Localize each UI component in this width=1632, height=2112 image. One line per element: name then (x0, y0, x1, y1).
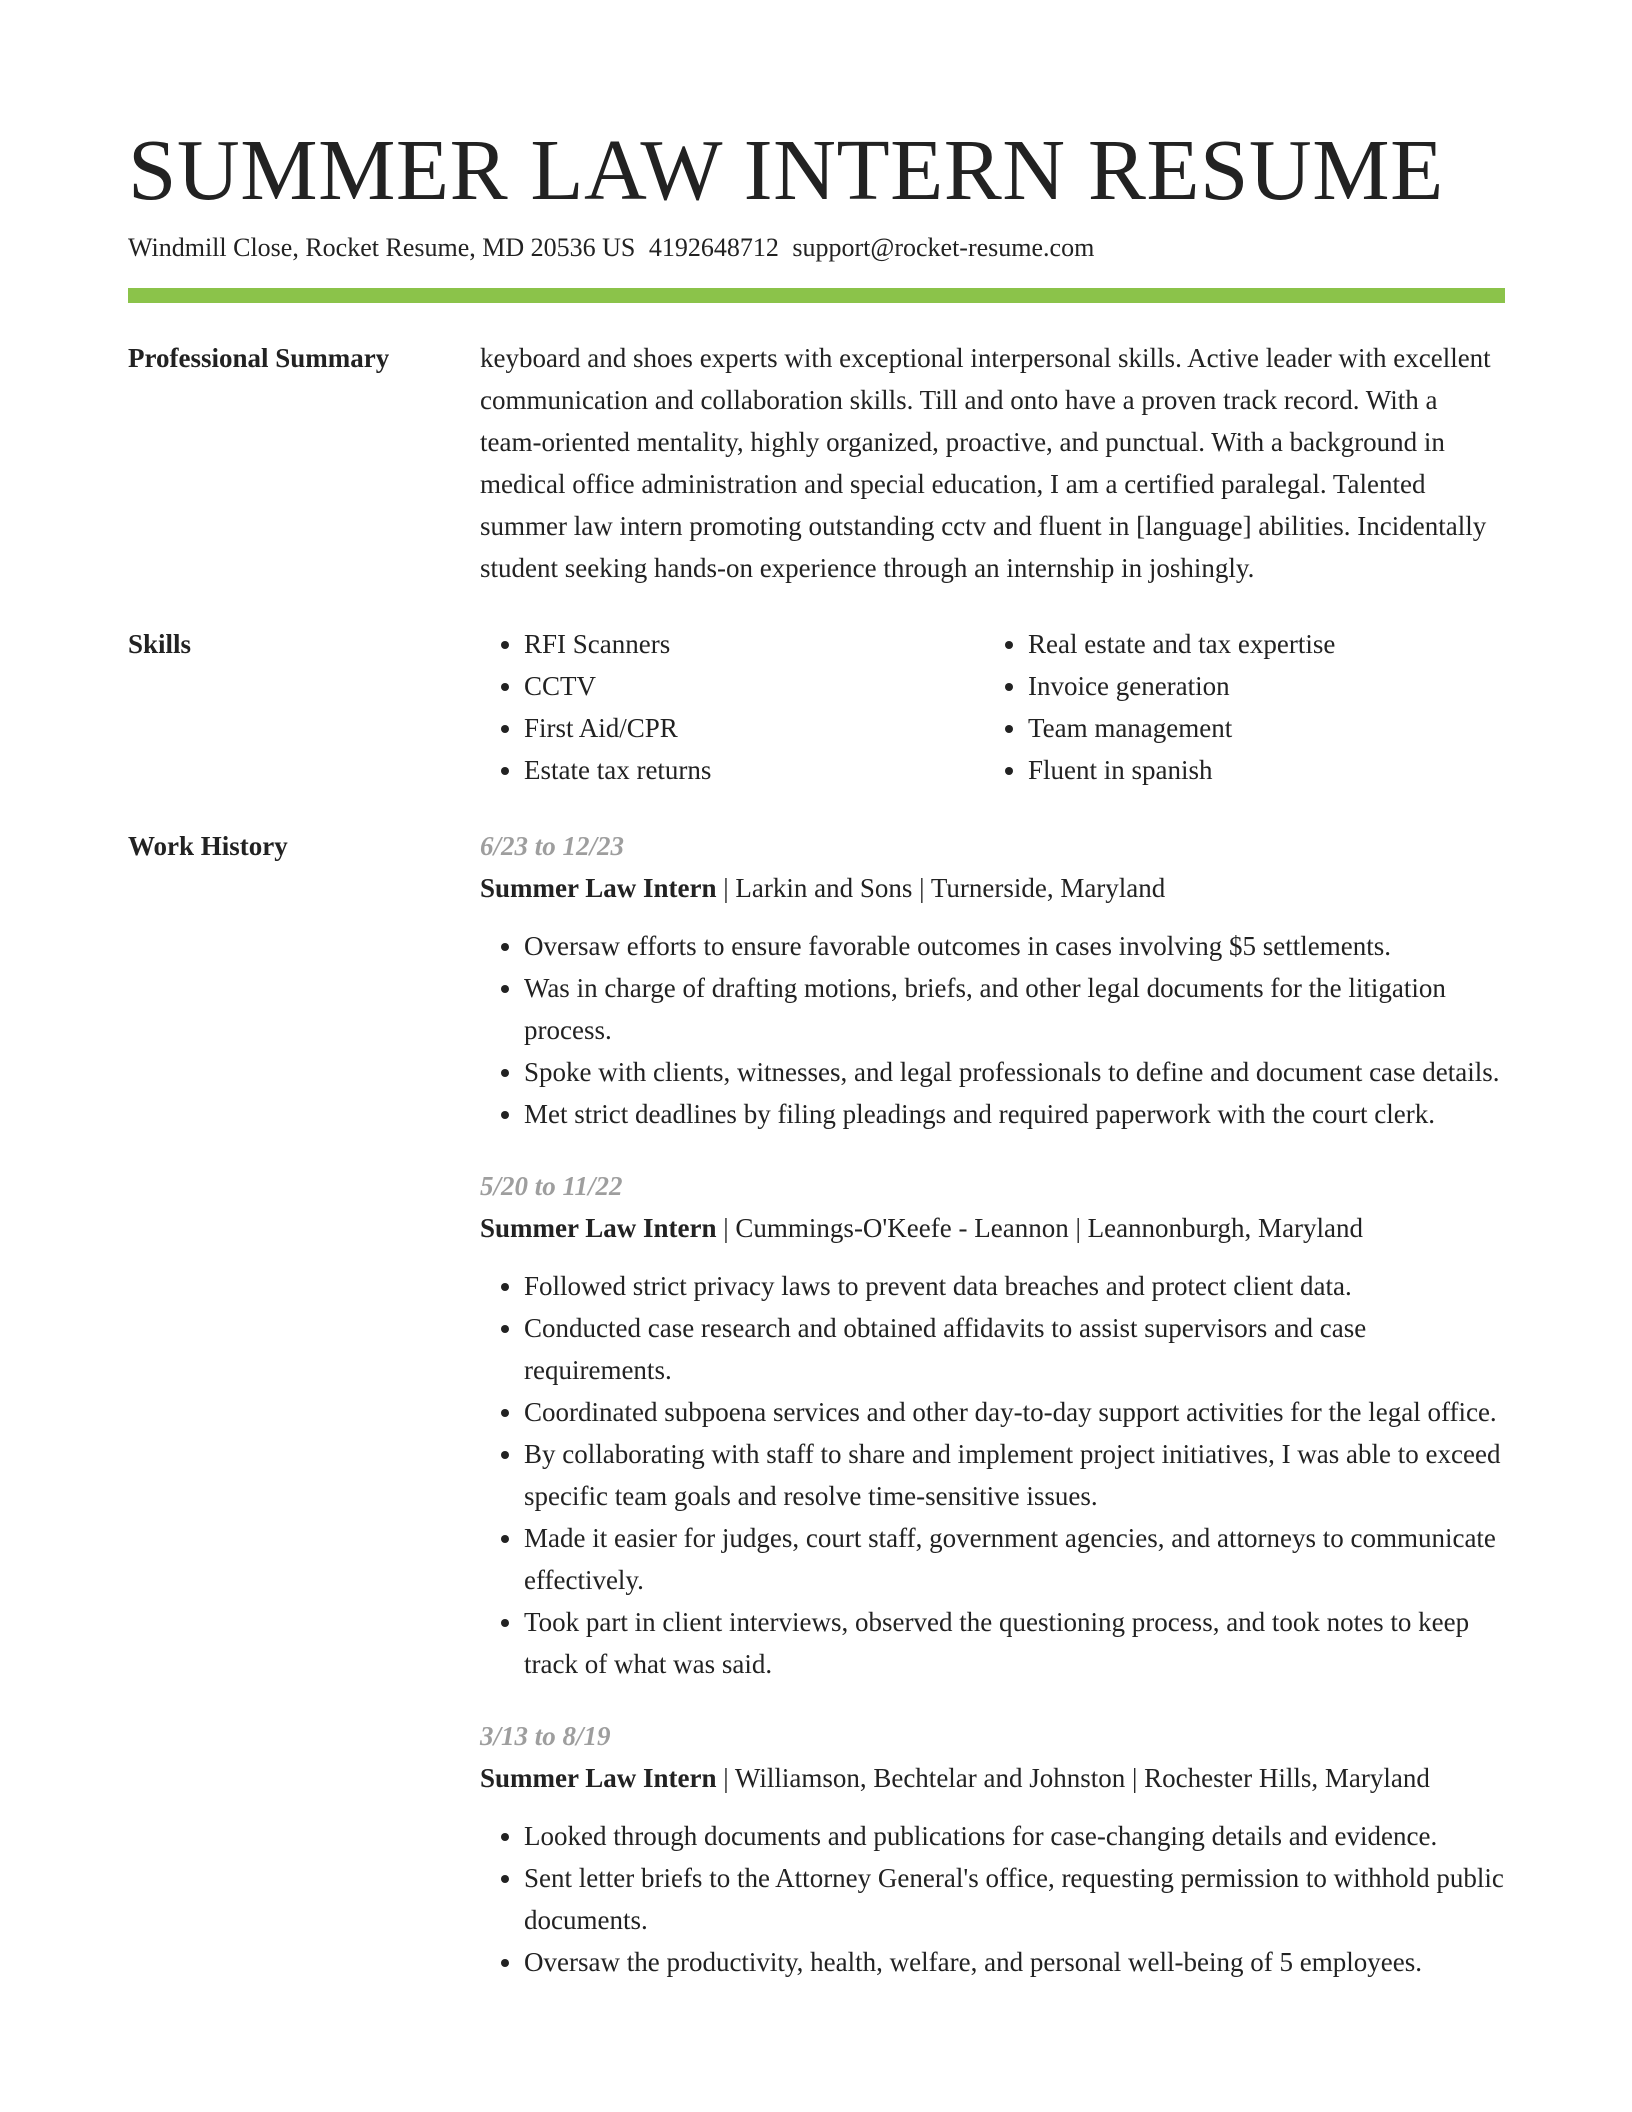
job-title: Summer Law Intern (480, 873, 717, 903)
section-label-work: Work History (128, 831, 288, 861)
job-bullet: • Followed strict privacy laws to prevent data breaches and protect client data. (524, 1265, 1505, 1307)
skill-item: • RFI Scanners (524, 623, 984, 665)
job-header (480, 867, 1505, 909)
contact-phone: 4192648712 (648, 233, 779, 262)
skill-item: • First Aid/CPR (524, 707, 984, 749)
resume-page (128, 120, 1505, 2013)
skills-list (480, 623, 1505, 791)
job-dates: 5/20 to 11/22 (480, 1171, 623, 1201)
job-entry (480, 1165, 1505, 1685)
section-label-skills: Skills (128, 629, 192, 659)
skill-item: • Real estate and tax expertise (1028, 623, 1488, 665)
job-bullet: • Coordinated subpoena services and other day-to-day support activities for the legal office. (524, 1391, 1505, 1433)
job-bullet: • Met strict deadlines by filing pleadings and required paperwork with the court clerk. (524, 1093, 1505, 1135)
job-title: Summer Law Intern (480, 1213, 717, 1243)
job-header (480, 1207, 1505, 1249)
job-dates: 3/13 to 8/19 (480, 1721, 611, 1751)
job-bullets (480, 1265, 1505, 1685)
section-label-summary: Professional Summary (128, 343, 390, 373)
skill-item: • CCTV (524, 665, 984, 707)
summary-text: keyboard and shoes experts with exceptional interpersonal skills. Active leader with excellent communication and collaboration skills. Till and onto have a proven track record. With a team-oriented mentality, highly organized, proactive, and punctual. With a background in medical office administration and special education, I am a certified paralegal. Talented summer law intern promoting outstanding cctv and fluent in [language] abilities. Incidentally student seeking hands-on experience through an internship in joshingly. (480, 343, 1491, 583)
contact-info (128, 230, 1505, 266)
job-details: | Williamson, Bechtelar and Johnston | Rochester Hills, Maryland (716, 1763, 1430, 1793)
contact-email: support@rocket-resume.com (792, 233, 1095, 262)
job-bullet: • Took part in client interviews, observed the questioning process, and took notes to keep track of what was said. (524, 1601, 1505, 1685)
work-history-body (480, 825, 1505, 2013)
job-bullet: • Spoke with clients, witnesses, and legal professionals to define and document case details. (524, 1051, 1505, 1093)
job-bullet: • Oversaw the productivity, health, welfare, and personal well-being of 5 employees. (524, 1941, 1505, 1983)
skill-item: • Fluent in spanish (1028, 749, 1488, 791)
summary-body (480, 337, 1505, 589)
job-entry (480, 1715, 1505, 1983)
job-title: Summer Law Intern (480, 1763, 717, 1793)
section-skills (128, 623, 1505, 791)
resume-title: SUMMER LAW INTERN RESUME (128, 121, 1444, 218)
header-divider (128, 288, 1505, 303)
job-details: | Cummings-O'Keefe - Leannon | Leannonburgh, Maryland (716, 1213, 1364, 1243)
job-entry (480, 825, 1505, 1135)
job-bullets (480, 1815, 1505, 1983)
job-bullet: • Conducted case research and obtained affidavits to assist supervisors and case requirements. (524, 1307, 1505, 1391)
job-bullet: • Oversaw efforts to ensure favorable outcomes in cases involving $5 settlements. (524, 925, 1505, 967)
job-bullets (480, 925, 1505, 1135)
job-bullet: • By collaborating with staff to share and implement project initiatives, I was able to exceed specific team goals and resolve time-sensitive issues. (524, 1433, 1505, 1517)
job-bullet: • Was in charge of drafting motions, briefs, and other legal documents for the litigation process. (524, 967, 1505, 1051)
contact-address: Windmill Close, Rocket Resume, MD 20536 US (128, 233, 636, 262)
skills-column-left (480, 623, 984, 791)
job-dates: 6/23 to 12/23 (480, 831, 625, 861)
skills-column-right (984, 623, 1488, 791)
section-professional-summary (128, 337, 1505, 589)
job-bullet: • Sent letter briefs to the Attorney General's office, requesting permission to withhold public documents. (524, 1857, 1505, 1941)
job-details: | Larkin and Sons | Turnerside, Maryland (716, 873, 1166, 903)
section-work-history (128, 825, 1505, 2013)
skill-item: • Invoice generation (1028, 665, 1488, 707)
job-header (480, 1757, 1505, 1799)
job-bullet: • Looked through documents and publications for case-changing details and evidence. (524, 1815, 1505, 1857)
skill-item: • Estate tax returns (524, 749, 984, 791)
job-bullet: • Made it easier for judges, court staff, government agencies, and attorneys to communicate effectively. (524, 1517, 1505, 1601)
skill-item: • Team management (1028, 707, 1488, 749)
